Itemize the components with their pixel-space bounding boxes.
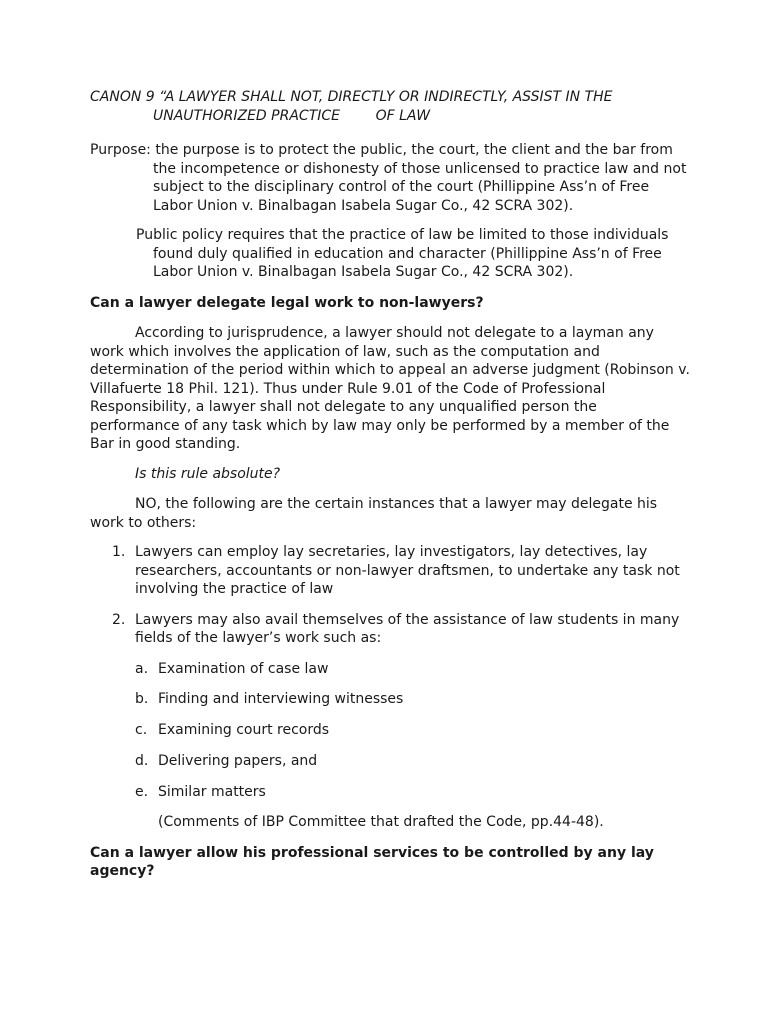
lettered-item-d — [90, 752, 690, 771]
canon-title — [90, 88, 690, 125]
numbered-item-1 — [90, 543, 690, 599]
purpose-label: Purpose: — [90, 142, 151, 158]
lettered-item-a — [90, 660, 690, 679]
document-body — [90, 88, 690, 893]
numbered-item-2 — [90, 611, 690, 648]
instances-paragraph: NO, the following are the certain instances that a lawyer may delegate his work to others: — [90, 496, 658, 531]
purpose-paragraph — [90, 141, 690, 215]
question-lay-agency: Can a lawyer allow his professional services to be controlled by any lay agency? — [90, 844, 654, 880]
list-marker: d. — [135, 752, 149, 769]
lettered-item-c — [90, 721, 690, 740]
rule-absolute-question: Is this rule absolute? — [135, 465, 281, 482]
list-item-text: Examination of case law — [158, 660, 329, 677]
ibp-citation: (Comments of IBP Committee that drafted the Code, pp.44-48). — [158, 814, 604, 831]
list-item-text: Similar matters — [158, 783, 266, 800]
list-item-text: Examining court records — [158, 722, 330, 739]
public-policy-paragraph: Public policy requires that the practice of law be limited to those individuals found duly qualified in education and character (Phillippine Ass’n of Free Labor Union v. Binalbagan Isabela Sugar Co., 42 SCRA 302). — [136, 227, 669, 280]
list-item-text: Delivering papers, and — [158, 752, 318, 769]
lettered-item-b — [90, 690, 690, 709]
list-marker: c. — [135, 722, 148, 739]
list-item-text: Lawyers can employ lay secretaries, lay investigators, lay detectives, lay researchers, accountants or non-lawyer draftsmen, to undertake any task not involving the practice of law — [135, 544, 680, 597]
list-marker: e. — [135, 783, 149, 800]
list-marker: a. — [135, 660, 149, 677]
canon-title-line2: UNAUTHORIZED PRACTICE OF LAW — [153, 107, 431, 124]
question-delegate-work: Can a lawyer delegate legal work to non-lawyers? — [90, 294, 484, 311]
list-marker: 2. — [112, 611, 126, 628]
list-item-text: Finding and interviewing witnesses — [158, 691, 404, 708]
list-marker: 1. — [112, 544, 126, 560]
canon-title-line1: CANON 9 “A LAWYER SHALL NOT, DIRECTLY OR INDIRECTLY, ASSIST IN THE — [90, 89, 613, 105]
list-item-text: Lawyers may also avail themselves of the assistance of law students in many fields of the lawyer’s work such as: — [135, 611, 680, 646]
list-marker: b. — [135, 691, 149, 708]
jurisprudence-paragraph: According to jurisprudence, a lawyer should not delegate to a layman any work which involves the application of law, such as the computation and determination of the period within which to appeal an adverse judgment (Robinson v. Villafuerte 18 Phil. 121). Thus under Rule 9.01 of the Code of Professional Responsibility, a lawyer shall not delegate to any unqualified person the performance of any task which by law may only be performed by a member of the Bar in good standing. — [90, 325, 690, 452]
purpose-text: the purpose is to protect the public, the court, the client and the bar from the incompetence or dishonesty of those unlicensed to practice law and not subject to the disciplinary control of the court (Phillippine Ass’n of Free Labor Union v. Binalbagan Isabela Sugar Co., 42 SCRA 302). — [153, 142, 687, 214]
lettered-item-e — [90, 783, 690, 802]
